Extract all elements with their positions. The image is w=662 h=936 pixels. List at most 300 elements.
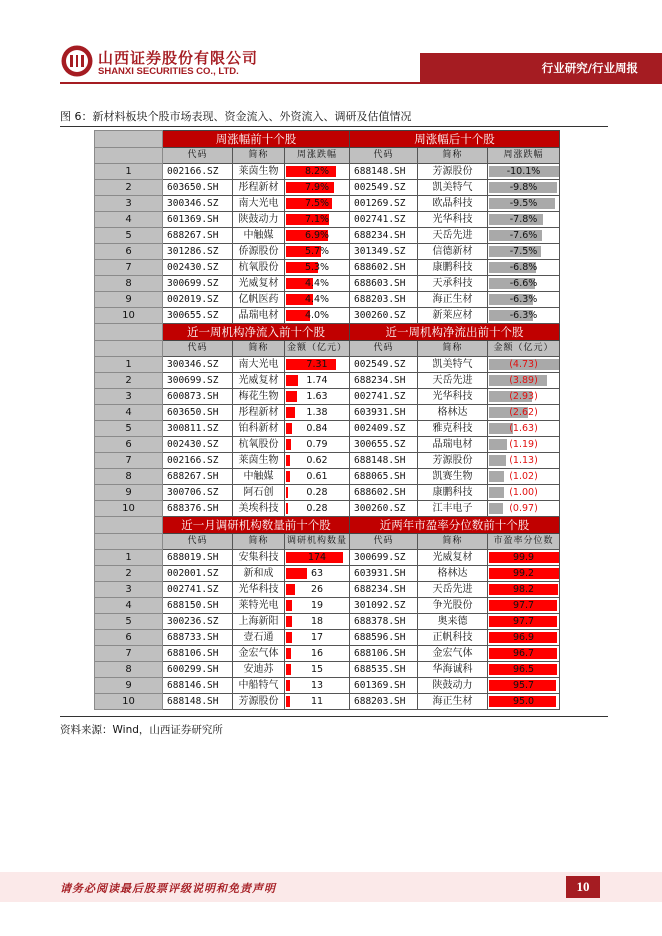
column-header: 简称 bbox=[418, 148, 488, 164]
stock-name: 金宏气体 bbox=[418, 646, 488, 662]
stock-name: 凯美特气 bbox=[418, 357, 488, 373]
value-text: 95.0 bbox=[512, 696, 535, 707]
column-header-row bbox=[95, 534, 560, 550]
value-text: -9.5% bbox=[509, 198, 538, 209]
stock-name: 亿帆医药 bbox=[233, 292, 285, 308]
section-title-left: 近一月调研机构数量前十个股 bbox=[163, 517, 350, 534]
stock-code: 688065.SH bbox=[350, 469, 418, 485]
value-cell bbox=[488, 453, 560, 469]
value-cell bbox=[488, 276, 560, 292]
stock-code: 300655.SZ bbox=[163, 308, 233, 324]
column-header: 金额（亿元） bbox=[285, 341, 350, 357]
column-header: 代码 bbox=[350, 148, 418, 164]
rank-cell: 7 bbox=[95, 260, 163, 276]
value-text: (2.93) bbox=[509, 391, 538, 402]
value-text: 19 bbox=[310, 600, 324, 611]
value-text: 15 bbox=[310, 664, 324, 675]
stock-code: 688146.SH bbox=[163, 678, 233, 694]
value-text: (0.97) bbox=[509, 503, 538, 514]
column-header: 周涨跌幅 bbox=[488, 148, 560, 164]
stock-code: 300699.SZ bbox=[350, 550, 418, 566]
table-row bbox=[95, 276, 560, 292]
table-row bbox=[95, 244, 560, 260]
footer-disclaimer[interactable]: 请务必阅读最后股票评级说明和免责声明 bbox=[60, 882, 276, 895]
table-row bbox=[95, 614, 560, 630]
stock-name: 正帆科技 bbox=[418, 630, 488, 646]
value-cell bbox=[285, 164, 350, 180]
value-text: (1.19) bbox=[509, 439, 538, 450]
stock-code: 002549.SZ bbox=[350, 180, 418, 196]
column-header: 代码 bbox=[163, 341, 233, 357]
value-cell bbox=[488, 292, 560, 308]
stock-code: 002166.SZ bbox=[163, 164, 233, 180]
value-text: 6.9% bbox=[304, 230, 330, 241]
stock-code: 603650.SH bbox=[163, 405, 233, 421]
value-text: 96.7 bbox=[512, 648, 535, 659]
stock-name: 天承科技 bbox=[418, 276, 488, 292]
stock-name: 彤程新材 bbox=[233, 180, 285, 196]
value-cell bbox=[488, 260, 560, 276]
figure-title-divider bbox=[60, 126, 608, 127]
value-cell bbox=[488, 357, 560, 373]
stock-code: 300346.SZ bbox=[163, 357, 233, 373]
stock-code: 688203.SH bbox=[350, 694, 418, 710]
stock-table bbox=[94, 130, 560, 710]
stock-code: 688150.SH bbox=[163, 598, 233, 614]
value-cell bbox=[285, 501, 350, 517]
stock-code: 002741.SZ bbox=[350, 389, 418, 405]
section-title-row bbox=[95, 131, 560, 148]
stock-code: 002430.SZ bbox=[163, 437, 233, 453]
table-row bbox=[95, 308, 560, 324]
section-title-left: 近一周机构净流入前十个股 bbox=[163, 324, 350, 341]
stock-name: 海正生材 bbox=[418, 694, 488, 710]
stock-name: 侨源股份 bbox=[233, 244, 285, 260]
value-text: 17 bbox=[310, 632, 324, 643]
stock-name: 雅克科技 bbox=[418, 421, 488, 437]
value-text: 4.0% bbox=[304, 310, 330, 321]
rank-cell: 1 bbox=[95, 164, 163, 180]
rank-cell: 2 bbox=[95, 373, 163, 389]
value-cell bbox=[285, 582, 350, 598]
company-logo bbox=[60, 44, 94, 78]
value-text: 7.5% bbox=[304, 198, 330, 209]
stock-code: 002549.SZ bbox=[350, 357, 418, 373]
stock-name: 梅花生物 bbox=[233, 389, 285, 405]
value-cell bbox=[488, 228, 560, 244]
value-cell bbox=[285, 212, 350, 228]
stock-name: 陕鼓动力 bbox=[233, 212, 285, 228]
table-row bbox=[95, 228, 560, 244]
table-row bbox=[95, 373, 560, 389]
stock-name: 欧晶科技 bbox=[418, 196, 488, 212]
value-text: 0.84 bbox=[306, 423, 328, 434]
stock-code: 300811.SZ bbox=[163, 421, 233, 437]
value-cell bbox=[285, 405, 350, 421]
value-text: -7.6% bbox=[509, 230, 538, 241]
stock-name: 新莱应材 bbox=[418, 308, 488, 324]
value-cell bbox=[285, 694, 350, 710]
section-title-right: 近两年市盈率分位数前十个股 bbox=[350, 517, 560, 534]
table-row bbox=[95, 501, 560, 517]
value-text: 7.31 bbox=[306, 359, 328, 370]
rank-cell: 2 bbox=[95, 180, 163, 196]
stock-name: 南大光电 bbox=[233, 357, 285, 373]
stock-code: 601369.SH bbox=[163, 212, 233, 228]
stock-code: 603650.SH bbox=[163, 180, 233, 196]
stock-name: 格林达 bbox=[418, 405, 488, 421]
value-cell bbox=[488, 180, 560, 196]
rank-cell: 9 bbox=[95, 678, 163, 694]
value-text: 11 bbox=[310, 696, 324, 707]
table-row bbox=[95, 566, 560, 582]
column-header: 代码 bbox=[163, 148, 233, 164]
value-text: 0.62 bbox=[306, 455, 328, 466]
column-header: 简称 bbox=[418, 341, 488, 357]
stock-code: 002001.SZ bbox=[163, 566, 233, 582]
stock-name: 中船特气 bbox=[233, 678, 285, 694]
rank-cell: 10 bbox=[95, 501, 163, 517]
table-row bbox=[95, 389, 560, 405]
table-row bbox=[95, 292, 560, 308]
stock-name: 江丰电子 bbox=[418, 501, 488, 517]
stock-name: 莱特光电 bbox=[233, 598, 285, 614]
stock-code: 688106.SH bbox=[163, 646, 233, 662]
value-text: (1.00) bbox=[509, 487, 538, 498]
value-cell bbox=[488, 678, 560, 694]
stock-code: 603931.SH bbox=[350, 405, 418, 421]
figure-source: 资料来源：Wind，山西证券研究所 bbox=[60, 724, 223, 736]
table-row bbox=[95, 630, 560, 646]
stock-code: 300260.SZ bbox=[350, 501, 418, 517]
column-header: 市盈率分位数 bbox=[488, 534, 560, 550]
stock-name: 杭氧股份 bbox=[233, 437, 285, 453]
value-cell bbox=[488, 212, 560, 228]
value-cell bbox=[285, 373, 350, 389]
stock-name: 安集科技 bbox=[233, 550, 285, 566]
rank-cell: 6 bbox=[95, 437, 163, 453]
column-header: 简称 bbox=[233, 534, 285, 550]
value-cell bbox=[285, 244, 350, 260]
stock-code: 688234.SH bbox=[350, 582, 418, 598]
value-text: 96.5 bbox=[512, 664, 535, 675]
column-header: 周涨跌幅 bbox=[285, 148, 350, 164]
value-cell bbox=[488, 501, 560, 517]
rank-cell: 5 bbox=[95, 614, 163, 630]
value-text: 18 bbox=[310, 616, 324, 627]
value-text: -6.3% bbox=[509, 310, 538, 321]
value-text: -10.1% bbox=[506, 166, 541, 177]
stock-code: 688267.SH bbox=[163, 228, 233, 244]
stock-code: 688203.SH bbox=[350, 292, 418, 308]
stock-name: 光威复材 bbox=[418, 550, 488, 566]
blank-cell bbox=[95, 131, 163, 148]
blank-cell bbox=[95, 148, 163, 164]
stock-name: 光华科技 bbox=[233, 582, 285, 598]
value-cell bbox=[285, 678, 350, 694]
table-row bbox=[95, 260, 560, 276]
value-cell bbox=[285, 389, 350, 405]
value-cell bbox=[285, 180, 350, 196]
value-cell bbox=[488, 437, 560, 453]
value-cell bbox=[488, 662, 560, 678]
column-header: 代码 bbox=[350, 341, 418, 357]
value-text: 7.1% bbox=[304, 214, 330, 225]
company-name-en: SHANXI SECURITIES CO., LTD. bbox=[98, 66, 239, 77]
value-text: -6.3% bbox=[509, 294, 538, 305]
blank-cell bbox=[95, 534, 163, 550]
stock-name: 凯美特气 bbox=[418, 180, 488, 196]
stock-name: 格林达 bbox=[418, 566, 488, 582]
stock-code: 001269.SZ bbox=[350, 196, 418, 212]
value-text: -6.6% bbox=[509, 278, 538, 289]
rank-cell: 4 bbox=[95, 212, 163, 228]
value-text: 13 bbox=[310, 680, 324, 691]
value-text: 7.9% bbox=[304, 182, 330, 193]
figure-title: 图 6：新材料板块个股市场表现、资金流入、外资流入、调研及估值情况 bbox=[60, 110, 412, 123]
table-row bbox=[95, 357, 560, 373]
value-cell bbox=[488, 598, 560, 614]
section-title-row bbox=[95, 324, 560, 341]
rank-cell: 7 bbox=[95, 453, 163, 469]
value-cell bbox=[488, 308, 560, 324]
value-text: 63 bbox=[310, 568, 324, 579]
stock-name: 莱茵生物 bbox=[233, 164, 285, 180]
value-text: 0.79 bbox=[306, 439, 328, 450]
stock-name: 芳源股份 bbox=[418, 453, 488, 469]
stock-name: 铂科新材 bbox=[233, 421, 285, 437]
value-text: 96.9 bbox=[512, 632, 535, 643]
value-cell bbox=[285, 614, 350, 630]
blank-cell bbox=[95, 324, 163, 341]
column-header: 代码 bbox=[163, 534, 233, 550]
stock-code: 688234.SH bbox=[350, 228, 418, 244]
stock-code: 002409.SZ bbox=[350, 421, 418, 437]
value-text: -6.8% bbox=[509, 262, 538, 273]
stock-name: 杭氧股份 bbox=[233, 260, 285, 276]
column-header: 简称 bbox=[418, 534, 488, 550]
value-text: 5.3% bbox=[304, 262, 330, 273]
stock-name: 光威复材 bbox=[233, 276, 285, 292]
value-text: 16 bbox=[310, 648, 324, 659]
value-text: (4.73) bbox=[509, 359, 538, 370]
stock-code: 300706.SZ bbox=[163, 485, 233, 501]
stock-code: 300346.SZ bbox=[163, 196, 233, 212]
stock-code: 301349.SZ bbox=[350, 244, 418, 260]
page-number: 10 bbox=[566, 876, 600, 898]
rank-cell: 6 bbox=[95, 244, 163, 260]
stock-name: 安迪苏 bbox=[233, 662, 285, 678]
table-row bbox=[95, 212, 560, 228]
value-text: 1.38 bbox=[306, 407, 328, 418]
stock-code: 688234.SH bbox=[350, 373, 418, 389]
section-title-left: 周涨幅前十个股 bbox=[163, 131, 350, 148]
section-title-row bbox=[95, 517, 560, 534]
value-cell bbox=[488, 630, 560, 646]
value-text: 1.63 bbox=[306, 391, 328, 402]
rank-cell: 4 bbox=[95, 405, 163, 421]
rank-cell: 2 bbox=[95, 566, 163, 582]
stock-name: 晶瑞电材 bbox=[233, 308, 285, 324]
value-cell bbox=[488, 694, 560, 710]
rank-cell: 5 bbox=[95, 228, 163, 244]
stock-name: 康鹏科技 bbox=[418, 485, 488, 501]
value-text: 97.7 bbox=[512, 600, 535, 611]
value-text: 0.28 bbox=[306, 503, 328, 514]
stock-code: 600299.SH bbox=[163, 662, 233, 678]
stock-code: 688535.SH bbox=[350, 662, 418, 678]
column-header: 调研机构数量 bbox=[285, 534, 350, 550]
stock-name: 阿石创 bbox=[233, 485, 285, 501]
stock-name: 奥来德 bbox=[418, 614, 488, 630]
stock-name: 海正生材 bbox=[418, 292, 488, 308]
stock-name: 新和成 bbox=[233, 566, 285, 582]
stock-code: 002166.SZ bbox=[163, 453, 233, 469]
rank-cell: 4 bbox=[95, 598, 163, 614]
stock-code: 002019.SZ bbox=[163, 292, 233, 308]
stock-code: 300699.SZ bbox=[163, 373, 233, 389]
value-cell bbox=[488, 421, 560, 437]
stock-name: 晶瑞电材 bbox=[418, 437, 488, 453]
stock-code: 688733.SH bbox=[163, 630, 233, 646]
value-text: 97.7 bbox=[512, 616, 535, 627]
value-cell bbox=[488, 373, 560, 389]
stock-code: 688602.SH bbox=[350, 260, 418, 276]
table-row bbox=[95, 485, 560, 501]
stock-code: 002741.SZ bbox=[350, 212, 418, 228]
value-text: (2.62) bbox=[509, 407, 538, 418]
table-row bbox=[95, 646, 560, 662]
value-text: 26 bbox=[310, 584, 324, 595]
stock-code: 301286.SZ bbox=[163, 244, 233, 260]
stock-code: 688596.SH bbox=[350, 630, 418, 646]
stock-name: 金宏气体 bbox=[233, 646, 285, 662]
stock-name: 康鹏科技 bbox=[418, 260, 488, 276]
value-cell bbox=[285, 630, 350, 646]
value-cell bbox=[285, 437, 350, 453]
value-cell bbox=[488, 485, 560, 501]
stock-name: 光华科技 bbox=[418, 212, 488, 228]
stock-code: 688376.SH bbox=[163, 501, 233, 517]
stock-code: 300699.SZ bbox=[163, 276, 233, 292]
rank-cell: 1 bbox=[95, 357, 163, 373]
value-cell bbox=[285, 228, 350, 244]
stock-code: 688602.SH bbox=[350, 485, 418, 501]
stock-name: 凯赛生物 bbox=[418, 469, 488, 485]
rank-cell: 1 bbox=[95, 550, 163, 566]
section-title-right: 近一周机构净流出前十个股 bbox=[350, 324, 560, 341]
column-header-row bbox=[95, 341, 560, 357]
value-cell bbox=[488, 164, 560, 180]
stock-name: 芳源股份 bbox=[233, 694, 285, 710]
stock-code: 603931.SH bbox=[350, 566, 418, 582]
rank-cell: 3 bbox=[95, 582, 163, 598]
value-cell bbox=[285, 598, 350, 614]
table-row bbox=[95, 180, 560, 196]
value-cell bbox=[488, 566, 560, 582]
stock-name: 陕鼓动力 bbox=[418, 678, 488, 694]
report-type: 行业研究/行业周报 bbox=[541, 61, 638, 75]
value-cell bbox=[488, 196, 560, 212]
value-cell bbox=[285, 421, 350, 437]
value-text: 98.2 bbox=[512, 584, 535, 595]
value-cell bbox=[488, 614, 560, 630]
rank-cell: 8 bbox=[95, 469, 163, 485]
value-text: 4.4% bbox=[304, 294, 330, 305]
company-name-cn: 山西证券股份有限公司 bbox=[98, 49, 259, 67]
source-divider bbox=[60, 716, 608, 717]
table-row bbox=[95, 582, 560, 598]
rank-cell: 8 bbox=[95, 662, 163, 678]
stock-name: 南大光电 bbox=[233, 196, 285, 212]
stock-name: 光威复材 bbox=[233, 373, 285, 389]
rank-cell: 9 bbox=[95, 292, 163, 308]
stock-code: 688603.SH bbox=[350, 276, 418, 292]
value-cell bbox=[488, 550, 560, 566]
value-text: 99.2 bbox=[512, 568, 535, 579]
value-cell bbox=[285, 646, 350, 662]
stock-name: 美埃科技 bbox=[233, 501, 285, 517]
value-cell bbox=[285, 292, 350, 308]
stock-name: 中触媒 bbox=[233, 228, 285, 244]
value-text: 174 bbox=[307, 552, 327, 563]
stock-name: 天岳先进 bbox=[418, 582, 488, 598]
rank-cell: 3 bbox=[95, 389, 163, 405]
value-cell bbox=[285, 308, 350, 324]
table-row bbox=[95, 405, 560, 421]
value-text: -7.8% bbox=[509, 214, 538, 225]
table-row bbox=[95, 421, 560, 437]
header-divider bbox=[60, 82, 662, 84]
stock-code: 002741.SZ bbox=[163, 582, 233, 598]
column-header-row bbox=[95, 148, 560, 164]
value-cell bbox=[285, 662, 350, 678]
value-cell bbox=[488, 646, 560, 662]
rank-cell: 8 bbox=[95, 276, 163, 292]
stock-code: 002430.SZ bbox=[163, 260, 233, 276]
value-cell bbox=[285, 276, 350, 292]
rank-cell: 10 bbox=[95, 308, 163, 324]
stock-code: 300260.SZ bbox=[350, 308, 418, 324]
value-cell bbox=[285, 566, 350, 582]
stock-name: 莱茵生物 bbox=[233, 453, 285, 469]
stock-code: 601369.SH bbox=[350, 678, 418, 694]
table-row bbox=[95, 469, 560, 485]
value-cell bbox=[488, 244, 560, 260]
value-cell bbox=[488, 389, 560, 405]
section-title-right: 周涨幅后十个股 bbox=[350, 131, 560, 148]
stock-name: 信德新材 bbox=[418, 244, 488, 260]
value-cell bbox=[285, 260, 350, 276]
stock-name: 壹石通 bbox=[233, 630, 285, 646]
value-text: 1.74 bbox=[306, 375, 328, 386]
value-cell bbox=[488, 582, 560, 598]
stock-name: 中触媒 bbox=[233, 469, 285, 485]
value-text: 8.2% bbox=[304, 166, 330, 177]
value-cell bbox=[285, 196, 350, 212]
stock-code: 300236.SZ bbox=[163, 614, 233, 630]
stock-code: 688148.SH bbox=[350, 164, 418, 180]
rank-cell: 5 bbox=[95, 421, 163, 437]
stock-code: 688378.SH bbox=[350, 614, 418, 630]
table-row bbox=[95, 550, 560, 566]
table-row bbox=[95, 662, 560, 678]
value-text: (1.13) bbox=[509, 455, 538, 466]
value-cell bbox=[285, 357, 350, 373]
value-text: 95.7 bbox=[512, 680, 535, 691]
table-row bbox=[95, 453, 560, 469]
value-text: (1.02) bbox=[509, 471, 538, 482]
